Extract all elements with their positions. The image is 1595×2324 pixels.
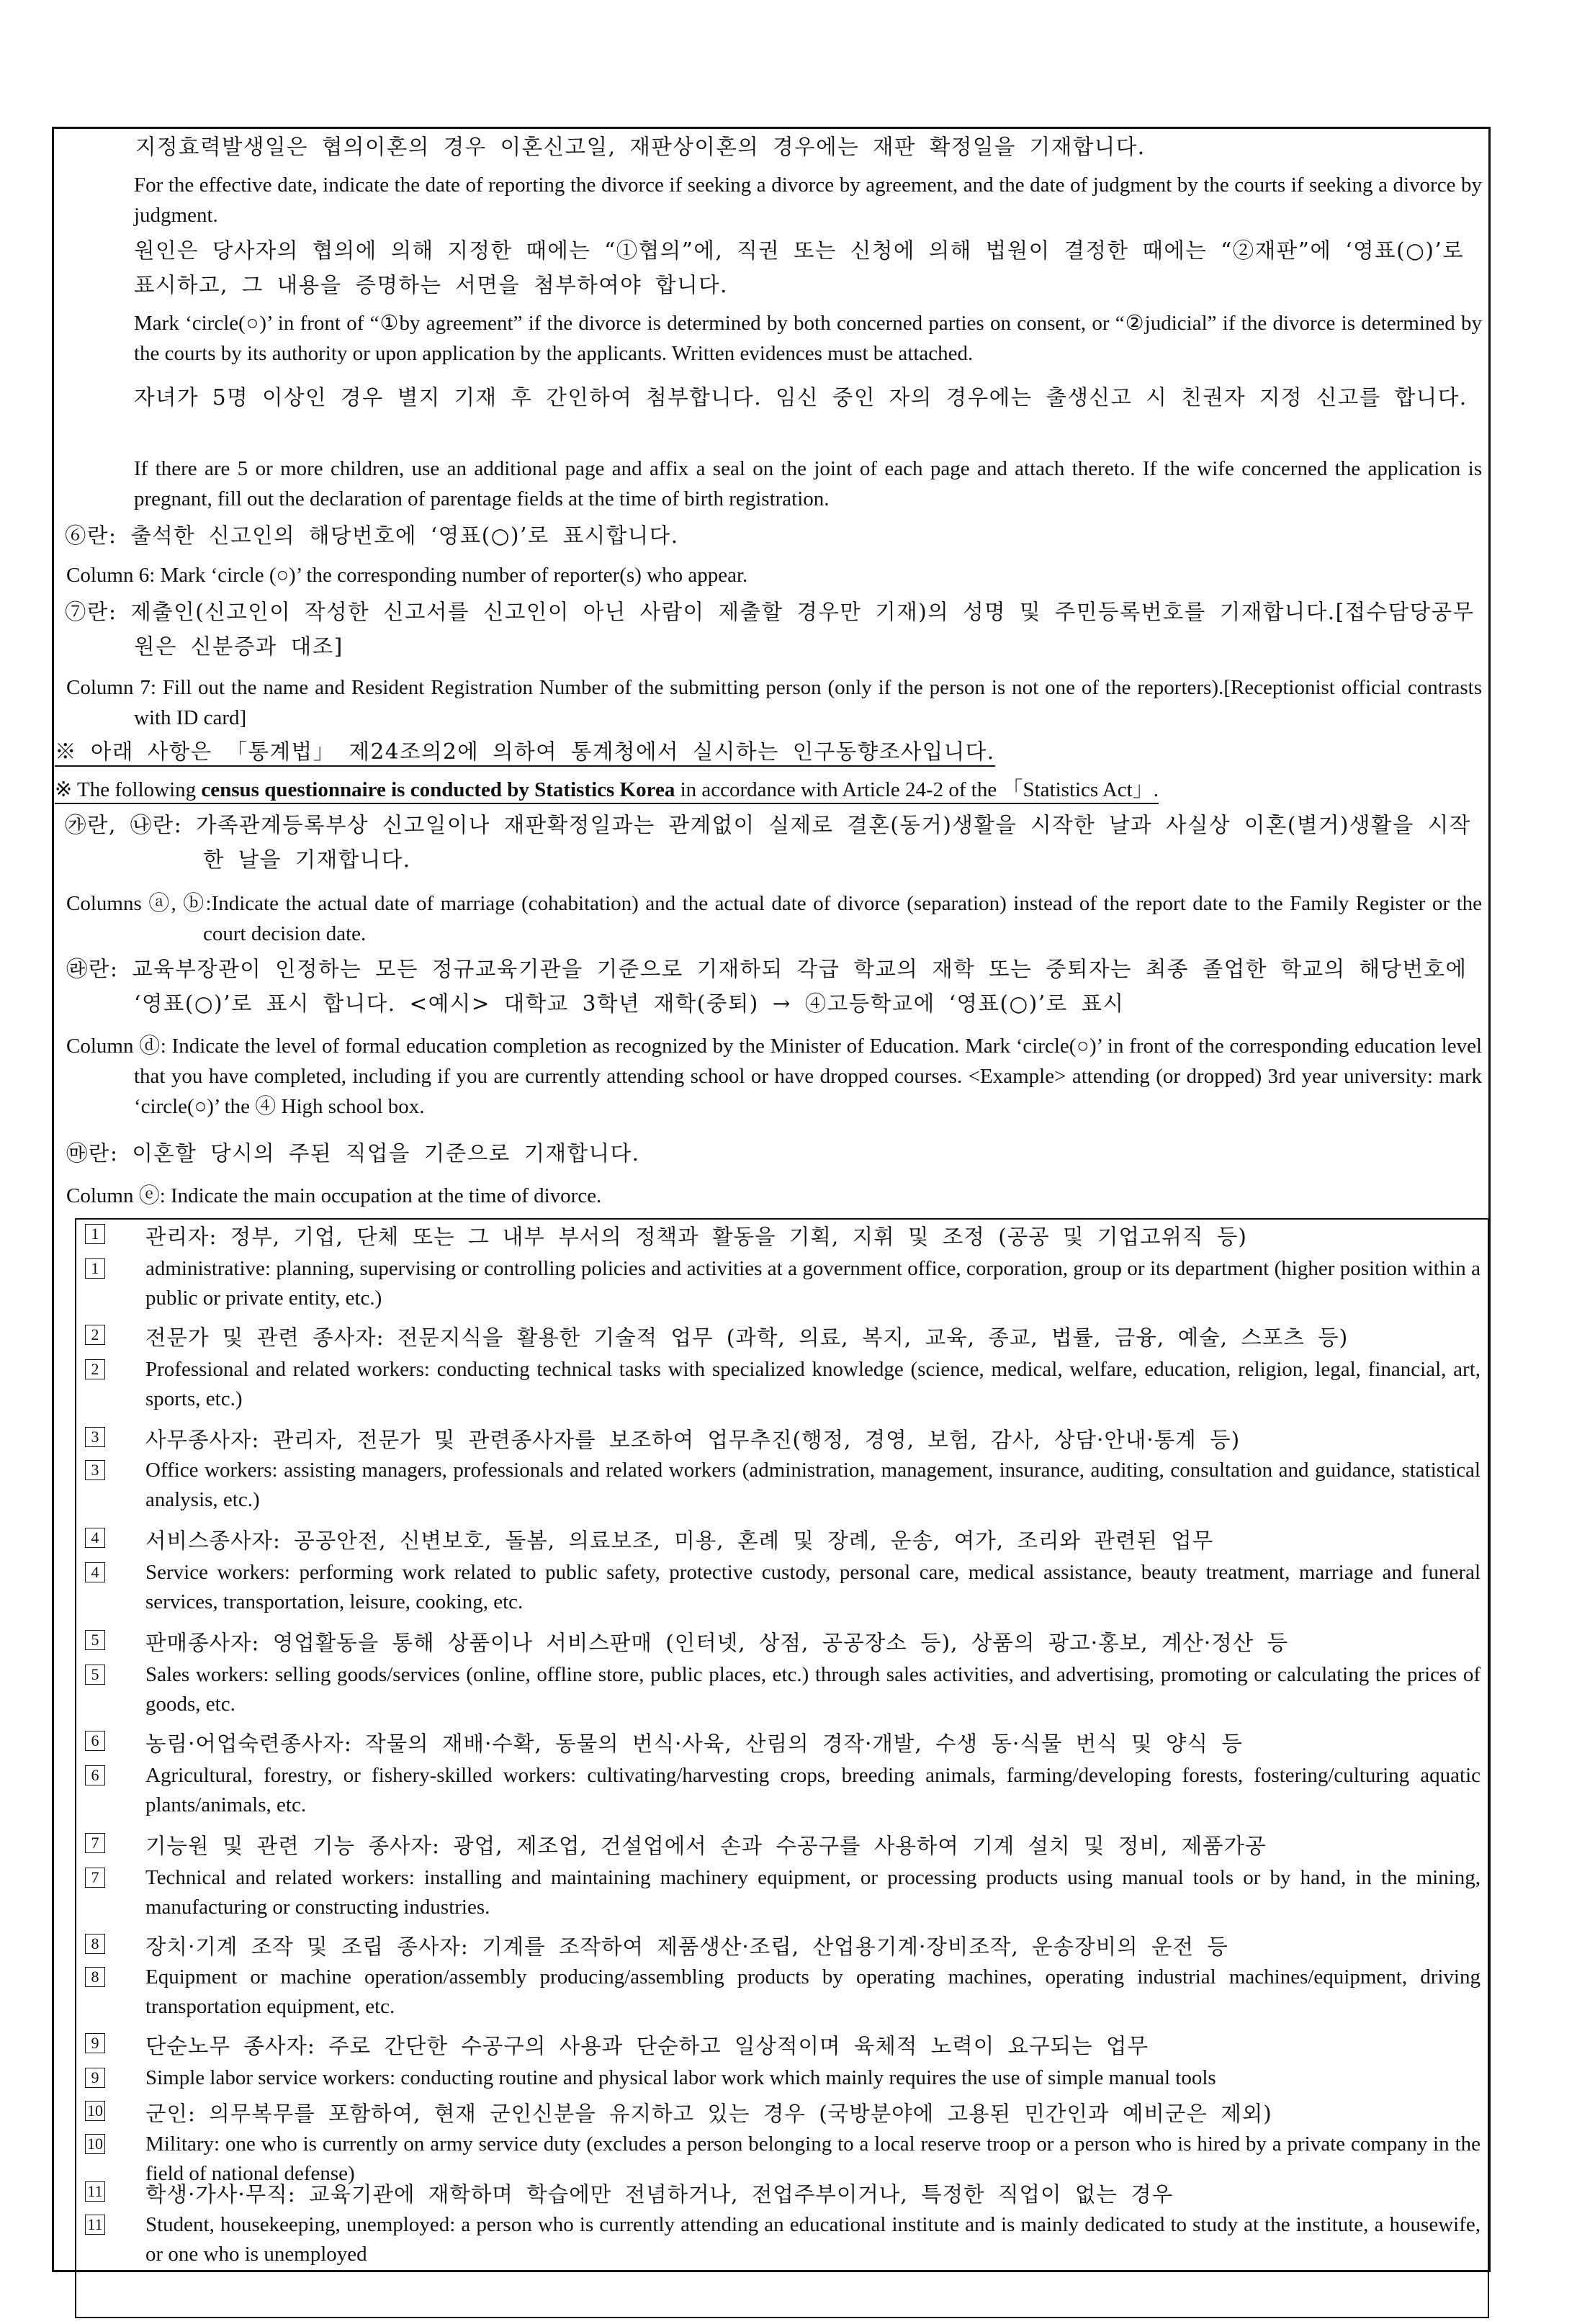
effective-date-en: For the effective date, indicate the date of reporting the divorce if seeking a divorce by agreement, and the date of judgment by the courts if seeking a divorce by judgment. xyxy=(134,174,1482,227)
occupation-number-box: 8 xyxy=(85,1967,105,1987)
column-d-ko: ㉱란: 교육부장관이 인정하는 모든 정규교육기관을 기준으로 기재하되 각급 학교의 재학 또는 중퇴자는 최종 졸업한 학교의 해당번호에 ‘영표(○)’로 표시 합니다. <예시> 대학교 3학년 재학(중퇴) → ④고등학교에 ‘영표(○)’로 표시 xyxy=(66,957,1468,1016)
occupation-ko-text: 단순노무 종사자: 주로 간단한 수공구의 사용과 단순하고 일상적이며 육체적 노력이 요구되는 업무 xyxy=(145,2034,1149,2058)
occupation-ko-text: 관리자: 정부, 기업, 단체 또는 그 내부 부서의 정책과 활동을 기획, 지휘 및 조정 (공공 및 기업고위직 등) xyxy=(145,1225,1247,1249)
occupation-en-text: Student, housekeeping, unemployed: a person who is currently attending an educational institute and is mainly dedicated to study at the institute, a housewife, or one who is unemployed xyxy=(145,2213,1481,2266)
occupation-number-box: 2 xyxy=(85,1325,105,1345)
occupation-ko-text: 농림·어업숙련종사자: 작물의 재배·수확, 동물의 번식·사육, 산림의 경작·개발, 수생 동·식물 번식 및 양식 등 xyxy=(145,1731,1243,1756)
occupation-number-box: 10 xyxy=(85,2134,105,2154)
occupation-ko-text: 장치·기계 조작 및 조립 종사자: 기계를 조작하여 제품생산·조립, 산업용기계·장비조작, 운송장비의 운전 등 xyxy=(145,1935,1228,1959)
occupation-ko-text: 학생·가사·무직: 교육기관에 재학하며 학습에만 전념하거나, 전업주부이거나, 특정한 직업이 없는 경우 xyxy=(145,2182,1174,2207)
occupation-table xyxy=(75,1218,1489,2318)
effective-date-ko: 지정효력발생일은 협의이혼의 경우 이혼신고일, 재판상이혼의 경우에는 재판 확정일을 기재합니다. xyxy=(135,135,1146,159)
column-e-en: Column ⓔ: Indicate the main occupation at the time of divorce. xyxy=(66,1184,602,1207)
occupation-en-text: administrative: planning, supervising or controlling policies and activities at a government office, corporation, group or its department (higher position within a public or private entity, etc.) xyxy=(145,1257,1481,1310)
children-ko: 자녀가 5명 이상인 경우 별지 기재 후 간인하여 첨부합니다. 임신 중인 자의 경우에는 출생신고 시 친권자 지정 신고를 합니다. xyxy=(134,385,1468,410)
occupation-en-text: Agricultural, forestry, or fishery-skilled workers: cultivating/harvesting crops, breeding animals, farming/developing forests, fostering/culturing aquatic plants/animals, etc. xyxy=(145,1764,1481,1816)
occupation-en-text: Simple labor service workers: conducting routine and physical labor work which mainly requires the use of simple manual tools xyxy=(145,2066,1216,2089)
column6-ko: ⑥란: 출석한 신고인의 해당번호에 ‘영표(○)’로 표시합니다. xyxy=(65,523,679,548)
census-notice-ko-text: ※ 아래 사항은 「통계법」 제24조의2에 의하여 통계청에서 실시하는 인구동향조사입니다. xyxy=(55,739,995,767)
census-notice-en-text: ※ The following census questionnaire is conducted by Statistics Korea in accordance with Article 24-2 of the 「Statistics Act」. xyxy=(55,778,1159,804)
occupation-ko-text: 기능원 및 관련 기능 종사자: 광업, 제조업, 건설업에서 손과 수공구를 사용하여 기계 설치 및 정비, 제품가공 xyxy=(145,1834,1267,1858)
occupation-en-text: Office workers: assisting managers, professionals and related workers (administration, management, insurance, auditing, consultation and guidance, statistical analysis, etc.) xyxy=(145,1459,1481,1511)
occupation-ko-text: 사무종사자: 관리자, 전문가 및 관련종사자를 보조하여 업무추진(행정, 경영, 보험, 감사, 상담·안내·통계 등) xyxy=(145,1428,1241,1452)
occupation-number-box: 7 xyxy=(85,1833,105,1853)
occupation-en-text: Sales workers: selling goods/services (online, offline store, public places, etc.) through sales activities, and advertising, promoting or calculating the prices of goods, etc. xyxy=(145,1663,1481,1716)
cause-ko: 원인은 당사자의 협의에 의해 지정한 때에는 “①협의”에, 직권 또는 신청에 의해 법원이 결정한 때에는 “②재판”에 ‘영표(○)’로 표시하고, 그 내용을 증명하는 서면을 첨부하여야 합니다. xyxy=(134,238,1465,297)
occupation-ko-text: 판매종사자: 영업활동을 통해 상품이나 서비스판매 (인터넷, 상점, 공공장소 등), 상품의 광고·홍보, 계산·정산 등 xyxy=(145,1631,1289,1655)
columns-ab-en: Columns ⓐ, ⓑ:Indicate the actual date of marriage (cohabitation) and the actual date of divorce (separation) instead of the report date to the Family Register or the court decision date. xyxy=(66,892,1482,945)
occupation-number-box: 1 xyxy=(85,1258,105,1279)
occupation-number-box: 10 xyxy=(85,2101,105,2121)
occupation-number-box: 11 xyxy=(85,2181,105,2202)
column7-ko: ⑦란: 제출인(신고인이 작성한 신고서를 신고인이 아닌 사람이 제출할 경우만 기재)의 성명 및 주민등록번호를 기재합니다.[접수담당공무원은 신분증과 대조] xyxy=(65,600,1475,659)
occupation-number-box: 3 xyxy=(85,1460,105,1480)
census-notice-en xyxy=(55,775,1488,805)
cause-en: Mark ‘circle(○)’ in front of “①by agreement” if the divorce is determined by both concerned parties on consent, or “②judicial” if the divorce is determined by the courts by its authority or upon application by the applicants. Written evidences must be attached. xyxy=(134,312,1482,365)
occupation-number-box: 9 xyxy=(85,2033,105,2053)
column7-en: Column 7: Fill out the name and Resident Registration Number of the submitting person (only if the person is not one of the reporters).[Receptionist official contrasts with ID card] xyxy=(66,676,1482,729)
column-d-en: Column ⓓ: Indicate the level of formal education completion as recognized by the Minister of Education. Mark ‘circle(○)’ in front of the corresponding education level that you have completed, including if you are currently attending school or have dropped courses. <Example> attending (or dropped) 3rd year university: mark ‘circle(○)’ the ④ High school box. xyxy=(66,1035,1482,1118)
occupation-number-box: 4 xyxy=(85,1562,105,1582)
occupation-en-text: Professional and related workers: conducting technical tasks with specialized knowledge (science, medical, welfare, education, religion, legal, financial, art, sports, etc.) xyxy=(145,1358,1481,1410)
occupation-en-text: Technical and related workers: installing and maintaining machinery equipment, or processing products using manual tools or by hand, in the mining, manufacturing or constructing industries. xyxy=(145,1866,1481,1919)
occupation-number-box: 6 xyxy=(85,1731,105,1751)
occupation-number-box: 5 xyxy=(85,1665,105,1685)
occupation-number-box: 6 xyxy=(85,1765,105,1785)
occupation-ko-text: 군인: 의무복무를 포함하여, 현재 군인신분을 유지하고 있는 경우 (국방분야에 고용된 민간인과 예비군은 제외) xyxy=(145,2102,1272,2126)
census-notice-ko xyxy=(55,734,1488,769)
occupation-number-box: 11 xyxy=(85,2215,105,2235)
occupation-number-box: 8 xyxy=(85,1934,105,1954)
occupation-number-box: 3 xyxy=(85,1427,105,1447)
occupation-ko-text: 전문가 및 관련 종사자: 전문지식을 활용한 기술적 업무 (과학, 의료, 복지, 교육, 종교, 법률, 금융, 예술, 스포츠 등) xyxy=(145,1325,1349,1350)
occupation-number-box: 9 xyxy=(85,2068,105,2088)
occupation-number-box: 1 xyxy=(85,1224,105,1244)
column-e-ko: ㉲란: 이혼할 당시의 주된 직업을 기준으로 기재합니다. xyxy=(66,1141,640,1166)
columns-ab-ko: ㉮란, ㉯란: 가족관계등록부상 신고일이나 재판확정일과는 관계없이 실제로 결혼(동거)생활을 시작한 날과 사실상 이혼(별거)생활을 시작한 날을 기재합니다. xyxy=(65,813,1471,872)
column6-en: Column 6: Mark ‘circle (○)’ the corresponding number of reporter(s) who appear. xyxy=(66,564,748,587)
occupation-number-box: 5 xyxy=(85,1630,105,1650)
occupation-en-text: Military: one who is currently on army service duty (excludes a person belonging to a local reserve troop or a person who is hired by a private company in the field of national defense) xyxy=(145,2132,1481,2185)
children-en: If there are 5 or more children, use an additional page and affix a seal on the joint of each page and attach thereto. If the wife concerned the application is pregnant, fill out the declaration of parentage fields at the time of birth registration. xyxy=(134,457,1482,510)
occupation-number-box: 2 xyxy=(85,1359,105,1379)
occupation-number-box: 7 xyxy=(85,1868,105,1888)
occupation-number-box: 4 xyxy=(85,1528,105,1548)
occupation-en-text: Service workers: performing work related to public safety, protective custody, personal care, medical assistance, beauty treatment, marriage and funeral services, transportation, leisure, cooking, etc. xyxy=(145,1561,1481,1613)
occupation-en-text: Equipment or machine operation/assembly producing/assembling products by operating machines, operating industrial machines/equipment, driving transportation equipment, etc. xyxy=(145,1965,1481,2018)
occupation-ko-text: 서비스종사자: 공공안전, 신변보호, 돌봄, 의료보조, 미용, 혼례 및 장례, 운송, 여가, 조리와 관련된 업무 xyxy=(145,1528,1214,1553)
